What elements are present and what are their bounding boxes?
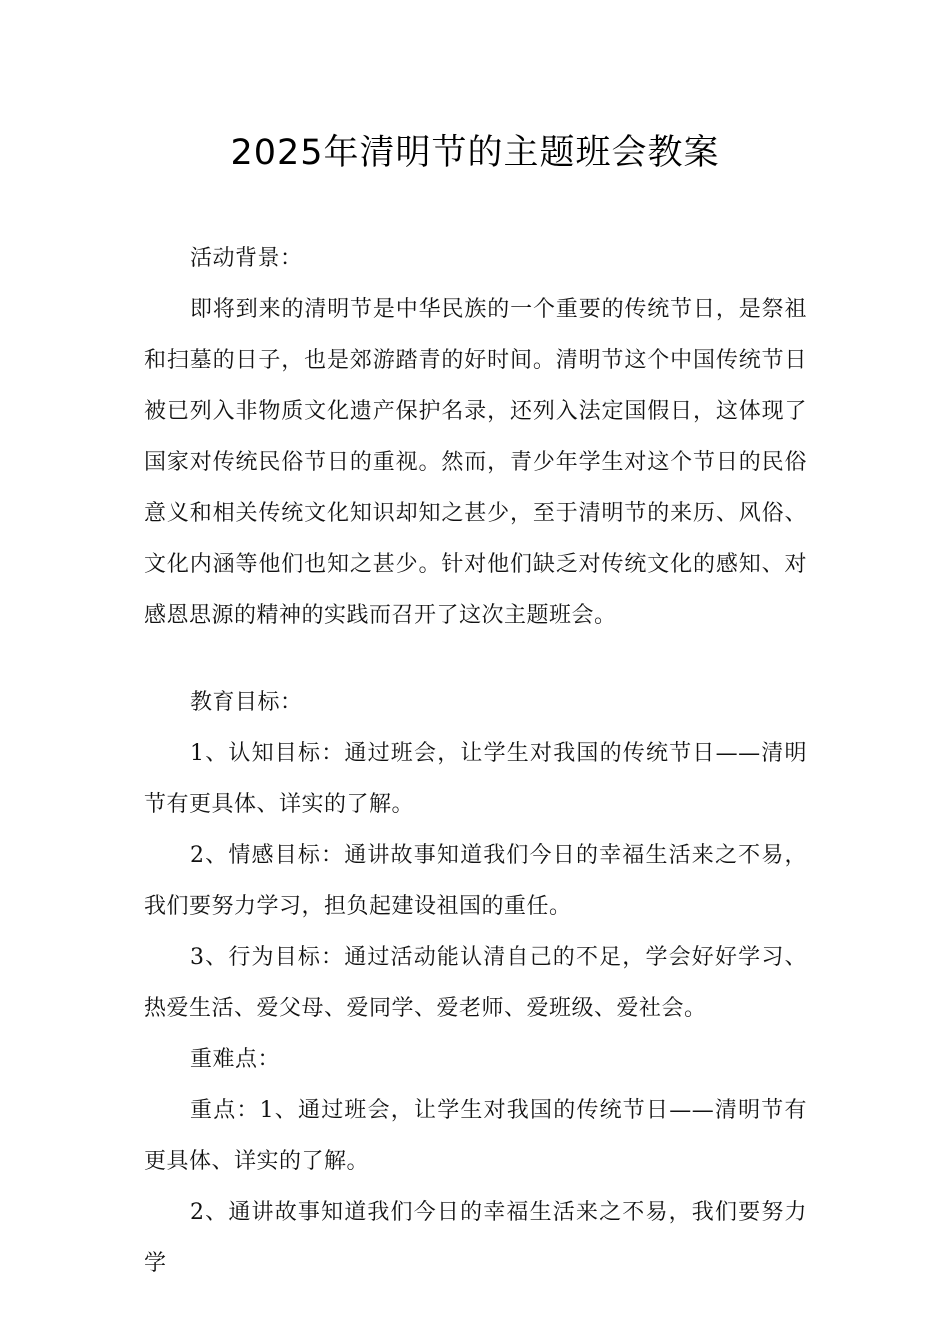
key-point-2: 2、通讲故事知道我们今日的幸福生活来之不易，我们要努力学: [144, 1200, 807, 1276]
goal-emotional: 2、情感目标：通讲故事知道我们今日的幸福生活来之不易，我们要努力学习，担负起建设祖国的重任。: [144, 843, 807, 919]
background-heading: 活动背景：: [190, 246, 303, 271]
background-paragraph: 即将到来的清明节是中华民族的一个重要的传统节日，是祭祖和扫墓的日子，也是郊游踏青的好时间。清明节这个中国传统节日被已列入非物质文化遗产保护名录，还列入法定国假日，这体现了国家对传统民俗节日的重视。然而，青少年学生对这个节日的民俗意义和相关传统文化知识却知之甚少，至于清明节的来历、风俗、文化内涵等他们也知之甚少。针对他们缺乏对传统文化的感知、对感恩思源的精神的实践而召开了这次主题班会。: [144, 297, 807, 628]
goals-heading: 教育目标：: [190, 690, 303, 715]
section-spacer: [144, 641, 807, 677]
key-points-heading: 重难点：: [190, 1047, 281, 1072]
key-point-1: 重点：1、通过班会，让学生对我国的传统节日——清明节有更具体、详实的了解。: [144, 1098, 807, 1174]
document-body: [144, 233, 807, 1289]
document-title: 2025年清明节的主题班会教案: [230, 133, 720, 173]
goal-behavioral: 3、行为目标：通过活动能认清自己的不足，学会好好学习、热爱生活、爱父母、爱同学、爱老师、爱班级、爱社会。: [144, 945, 807, 1021]
goal-cognitive: 1、认知目标：通过班会，让学生对我国的传统节日——清明节有更具体、详实的了解。: [144, 741, 807, 817]
